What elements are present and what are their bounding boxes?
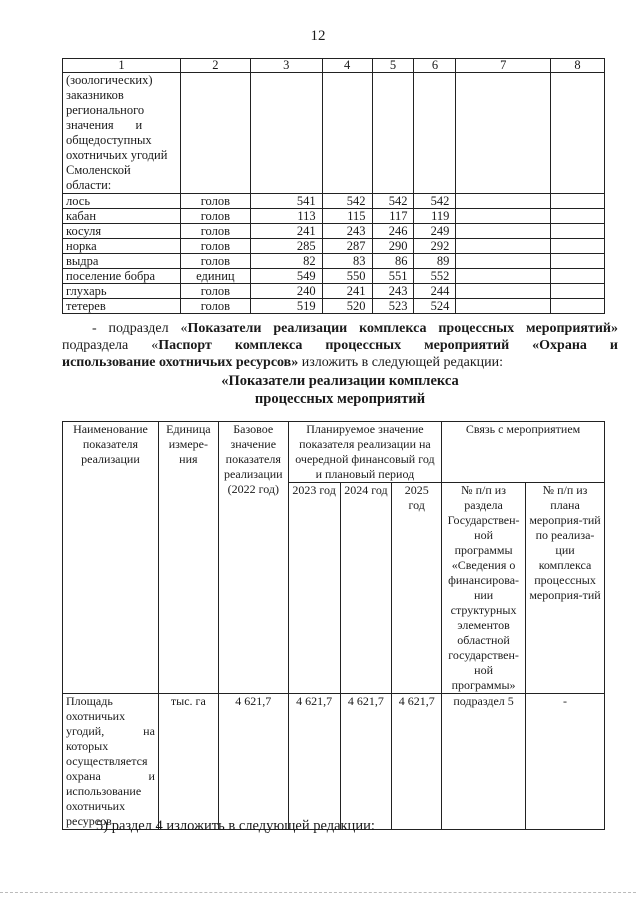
col-number: 3 [250, 59, 322, 73]
paragraph-line: - подраздел «Показатели реализации комплекса процессных мероприятий» [92, 321, 618, 336]
col-number: 6 [414, 59, 456, 73]
paragraph-line: подраздела «Паспорт комплекса процессных мероприятий «Охрана и [62, 338, 618, 353]
header-year-2024: 2024 год [340, 483, 392, 694]
amendment-paragraph [62, 320, 618, 371]
table-row: выдра голов 82 83 86 89 [63, 254, 605, 269]
ref-program: подраздел 5 [442, 694, 526, 830]
page-number: 12 [310, 28, 326, 44]
header-row [63, 422, 605, 483]
ref-plan: - [526, 694, 605, 830]
header-ref-program: № п/п из раздела Государствен-ной программы «Сведения о финансирова-нии структурных элементов областной государствен-ной программы» [442, 483, 526, 694]
table-row: глухарь голов 240 241 243 244 [63, 284, 605, 299]
table-row: кабан голов 113 115 117 119 [63, 209, 605, 224]
header-ref-plan: № п/п из плана мероприя-тий по реализа-ции комплекса процессных мероприя-тий [526, 483, 605, 694]
col-number: 8 [551, 59, 605, 73]
paragraph-line: использование охотничьих ресурсов» изложить в следующей редакции: [62, 355, 504, 370]
column-number-row [63, 59, 605, 73]
continuation-text: (зоологических) заказников регионального значения и общедоступных охотничьих угодий Смоленской области: [63, 73, 181, 194]
header-base-value: Базовое значение показателя реализации (2022 год) [218, 422, 288, 694]
col-number: 4 [322, 59, 372, 73]
col-number: 2 [180, 59, 250, 73]
table-row: косуля голов 241 243 246 249 [63, 224, 605, 239]
col-number: 1 [63, 59, 181, 73]
value-2025: 4 621,7 [392, 694, 442, 830]
header-year-2025: 2025 год [392, 483, 442, 694]
base-value: 4 621,7 [218, 694, 288, 830]
value-2024: 4 621,7 [340, 694, 392, 830]
section-heading: «Показатели реализации комплекса процессных мероприятий [221, 373, 459, 407]
indicator-unit: тыс. га [158, 694, 218, 830]
table-row: поселение бобра единиц 549 550 551 552 [63, 269, 605, 284]
next-item-line: 5) раздел 4 изложить в следующей редакции: [96, 818, 375, 834]
header-year-2023: 2023 год [288, 483, 340, 694]
table-row: норка голов 285 287 290 292 [63, 239, 605, 254]
table-row [63, 694, 605, 830]
scan-edge-line [0, 892, 636, 895]
indicators-table [62, 421, 605, 830]
header-link: Связь с мероприятием [442, 422, 605, 483]
col-number: 7 [456, 59, 551, 73]
header-unit: Единица измере-ния [158, 422, 218, 694]
value-2023: 4 621,7 [288, 694, 340, 830]
header-indicator-name: Наименование показателя реализации [63, 422, 159, 694]
table-row: тетерев голов 519 520 523 524 [63, 299, 605, 314]
indicator-name: Площадь охотничьих угодий, на которых осуществляется охрана и использование охотничьих ресурсов [63, 694, 159, 830]
table-row: лось голов 541 542 542 542 [63, 194, 605, 209]
continuation-row [63, 73, 605, 194]
header-planned-value: Планируемое значение показателя реализации на очередной финансовый год и плановый период [288, 422, 441, 483]
col-number: 5 [372, 59, 414, 73]
wildlife-table [62, 58, 605, 314]
